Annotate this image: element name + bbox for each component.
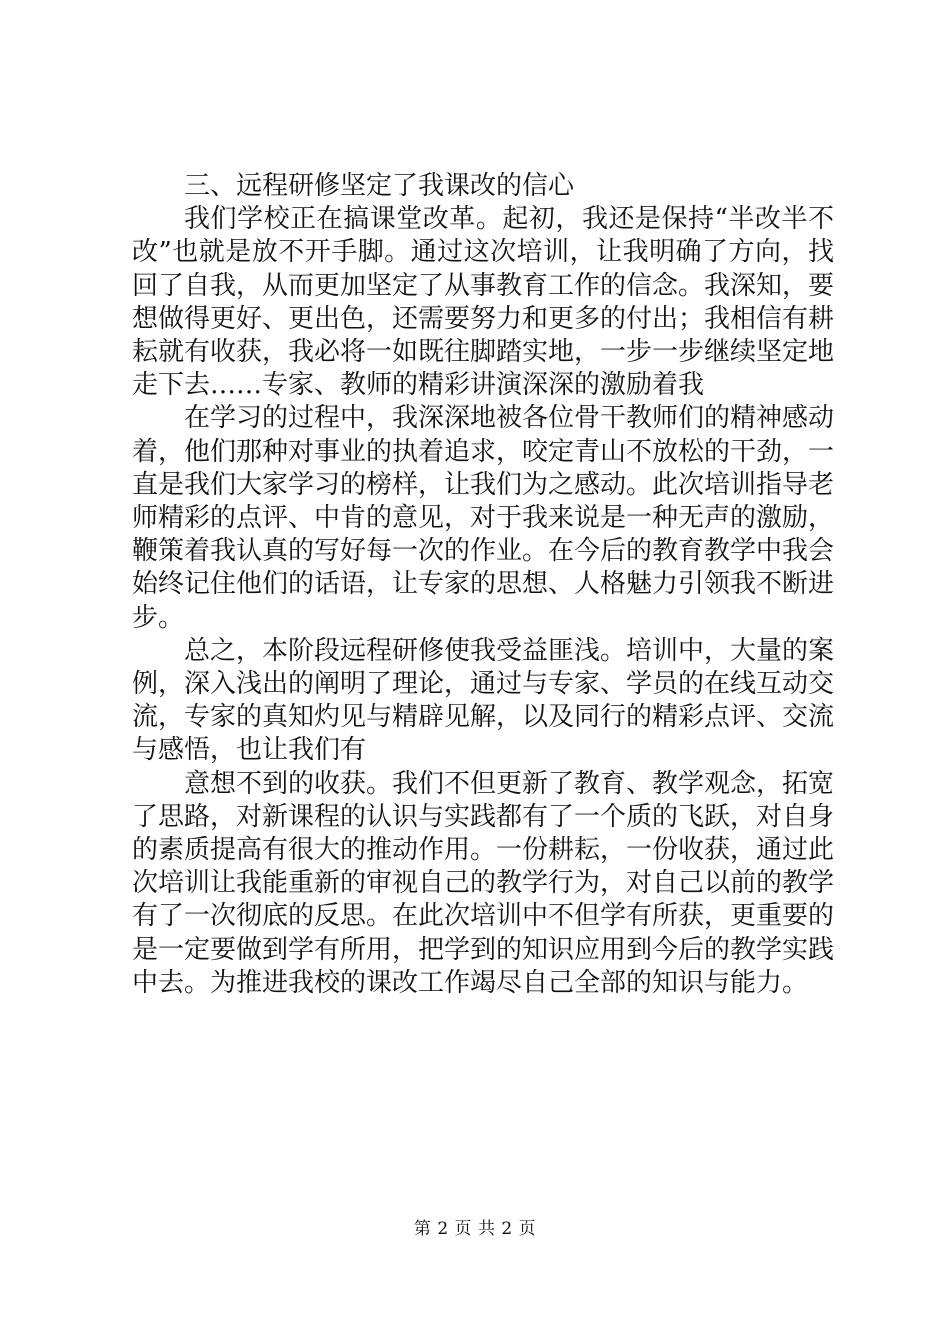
page-number-footer: 第 2 页 共 2 页 [413, 1219, 537, 1239]
section-heading: 三、远程研修坚定了我课改的信心 [184, 171, 575, 201]
paragraph-2: 在学习的过程中，我深深地被各位骨干教师们的精神感动着，他们那种对事业的执着追求，咬定青山不放松的干劲，一直是我们大家学习的榜样，让我们为之感动。此次培训指导老师精彩的点评、中肯的意见，对于我来说是一种无声的激励，鞭策着我认真的写好每一次的作业。在今后的教育教学中我会始终记住他们的话语，让专家的思想、人格魅力引领我不断进步。 [132, 403, 835, 633]
paragraph-4: 意想不到的收获。我们不但更新了教育、教学观念，拓宽了思路，对新课程的认识与实践都有了一个质的飞跃，对自身的素质提高有很大的推动作用。一份耕耘，一份收获，通过此次培训让我能重新的审视自己的教学行为，对自己以前的教学有了一次彻底的反思。在此次培训中不但学有所获，更重要的是一定要做到学有所用，把学到的知识应用到今后的教学实践中去。为推进我校的课改工作竭尽自己全部的知识与能力。 [132, 768, 835, 998]
paragraph-1: 我们学校正在搞课堂改革。起初，我还是保持“半改半不改”也就是放不开手脚。通过这次培训，让我明确了方向，找回了自我，从而更加坚定了从事教育工作的信念。我深知，要想做得更好、更出色，还需要努力和更多的付出；我相信有耕耘就有收获，我必将一如既往脚踏实地，一步一步继续坚定地走下去……专家、教师的精彩讲演深深的激励着我 [132, 204, 835, 401]
document-body [132, 170, 834, 1000]
paragraph-3: 总之，本阶段远程研修使我受益匪浅。培训中，大量的案例，深入浅出的阐明了理论，通过与专家、学员的在线互动交流，专家的真知灼见与精辟见解，以及同行的精彩点评、交流与感悟，也让我们有 [132, 635, 835, 766]
